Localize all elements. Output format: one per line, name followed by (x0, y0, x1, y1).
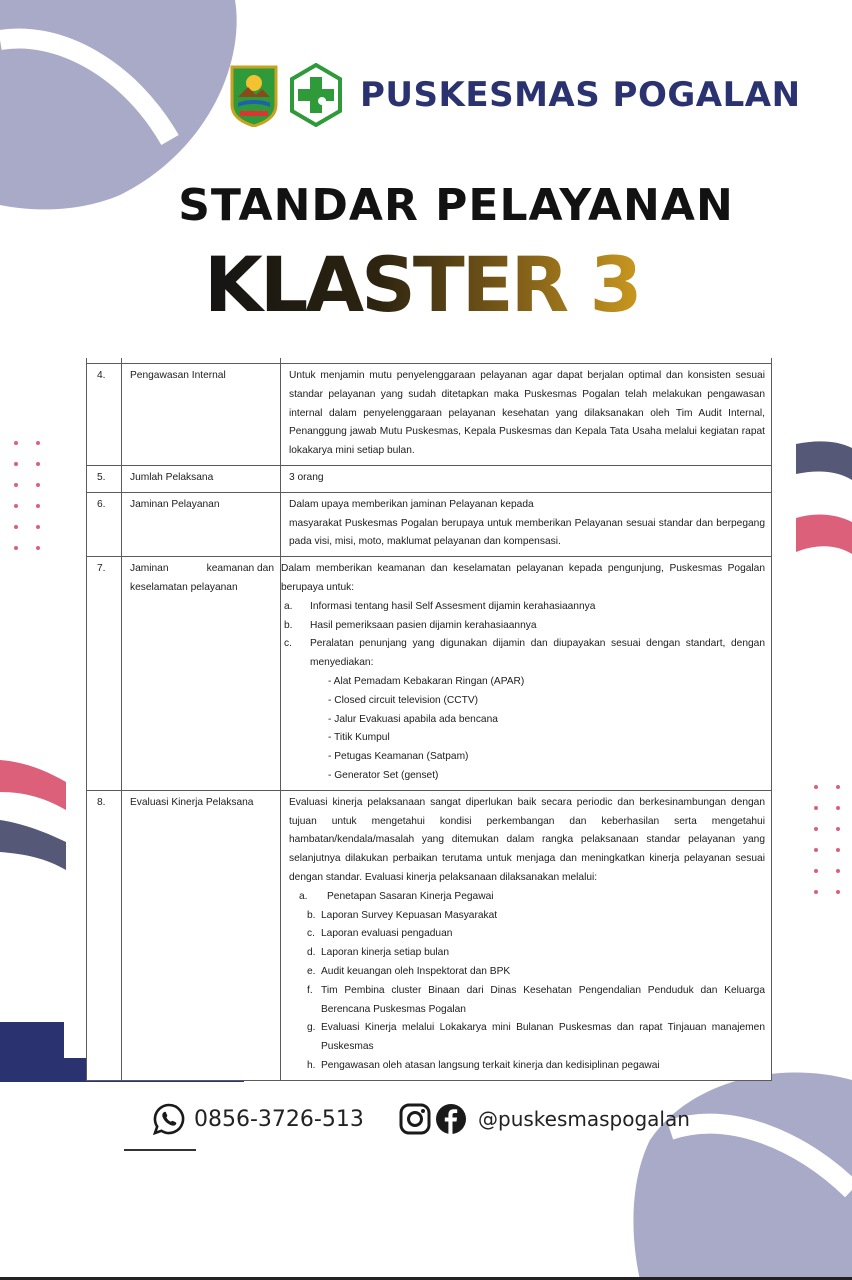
decor-underline (124, 1149, 196, 1151)
evaluation-list (289, 907, 765, 1076)
list-item: b. Laporan Survey Kepuasan Masyarakat (307, 909, 498, 921)
header (228, 60, 801, 130)
row-intro: Evaluasi kinerja pelaksanaan sangat diperlukan baik secara periodic dan berkesinambungan dengan tujuan untuk mengetahui kondisi perkembangan dan keberhasilan serta mengetahui hambatan/kendala/masalah yang ditemukan dalam rangka pelaksanaan standar pelayanan yang selanjutnya dilakukan perbaikan terutama untuk menjaga dan meningkatkan kinerja pelayanan sesuai dengan standar. Evaluasi kinerja pelaksanaan dilaksanakan melalui: (289, 796, 765, 883)
list-item: a. Informasi tentang hasil Self Assesment dijamin kerahasiaannya (284, 600, 596, 612)
equipment-list (281, 673, 765, 786)
row-label: Pengawasan Internal (122, 364, 281, 466)
table-row (87, 557, 772, 791)
list-item: g. Evaluasi Kinerja melalui Lokakarya mini Bulanan Puskesmas dan rapat Tinjauan manajemen Puskesmas (307, 1022, 765, 1053)
facebook-icon (434, 1102, 468, 1136)
row-number: 4. (87, 364, 122, 466)
list-item: - Titik Kumpul (328, 729, 765, 748)
page-title: STANDAR PELAYANAN (178, 180, 734, 231)
footer-social[interactable] (398, 1102, 690, 1136)
page-subtitle: KLASTER 3 (204, 240, 640, 329)
row-number: 5. (87, 465, 122, 492)
row-content-body: masyarakat Puskesmas Pogalan berupaya untuk memberikan Pelayanan sesuai standar dan berpegang pada visi, misi, moto, maklumat pelayanan dan kompensasi. (289, 517, 765, 548)
row-label: Jaminan keamanan dan keselamatan pelayanan (122, 557, 281, 791)
row-label: Jumlah Pelaksana (122, 465, 281, 492)
list-item: - Petugas Keamanan (Satpam) (328, 748, 765, 767)
list-item: - Closed circuit television (CCTV) (328, 692, 765, 711)
list-item: a. Penetapan Sasaran Kinerja Pegawai (299, 890, 494, 902)
list-item: f. Tim Pembina cluster Binaan dari Dinas Kesehatan Pengendalian Penduduk dan Keluarga Berencana Puskesmas Pogalan (307, 984, 765, 1015)
decor-right-waves (796, 436, 852, 566)
row-content (281, 557, 772, 791)
list-item: d. Laporan kinerja setiap bulan (307, 947, 450, 959)
list-item: - Jalur Evakuasi apabila ada bencana (328, 711, 765, 730)
row-number: 6. (87, 492, 122, 556)
regency-emblem-icon (228, 63, 280, 127)
row-content-line: Dalam upaya memberikan jaminan Pelayanan kepada (289, 498, 534, 510)
decor-right-dots (810, 780, 850, 900)
whatsapp-icon (152, 1102, 186, 1136)
row-content (281, 492, 772, 556)
row-content: 3 orang (281, 465, 772, 492)
decor-left-dots (10, 436, 50, 556)
standard-table (86, 358, 772, 1081)
row-number: 7. (87, 557, 122, 791)
instagram-icon (398, 1102, 432, 1136)
puskesmas-cross-icon (288, 63, 344, 127)
footer-phone[interactable] (152, 1102, 364, 1136)
phone-number: 0856-3726-513 (194, 1106, 364, 1132)
row-label: Jaminan Pelayanan (122, 492, 281, 556)
list-item: b. Hasil pemeriksaan pasien dijamin kerahasiaannya (284, 619, 537, 631)
row-content (281, 790, 772, 1080)
table-row (87, 364, 772, 466)
row-label: Evaluasi Kinerja Pelaksana (122, 790, 281, 1080)
brand-title: PUSKESMAS POGALAN (360, 75, 801, 115)
list-item: h. Pengawasan oleh atasan langsung terkait kinerja dan kedisiplinan pegawai (307, 1059, 660, 1071)
row-content: Untuk menjamin mutu penyelenggaraan pelayanan agar dapat berjalan optimal dan konsisten sesuai standar pelayanan yang sudah ditetapkan maka Puskesmas Pogalan telah melakukan pengawasan internal dalam penyelenggaraan pelayanan kesehatan yang dilaksanakan oleh Tim Audit Internal, Penanggung jawab Mutu Puskesmas, Kepala Puskesmas dan Kepala Tata Usaha melalui kegiatan rapat lokakarya mini setiap bulan. (281, 364, 772, 466)
row-number: 8. (87, 790, 122, 1080)
decor-bottom-right-arc (630, 1060, 852, 1280)
table-row (87, 790, 772, 1080)
list-item: - Generator Set (genset) (328, 767, 765, 786)
table-row (87, 492, 772, 556)
decor-left-waves (0, 756, 66, 886)
list-item: - Alat Pemadam Kebakaran Ringan (APAR) (328, 673, 765, 692)
social-handle: @puskesmaspogalan (478, 1107, 690, 1131)
list-item: c. Peralatan penunjang yang digunakan dijamin dan diupayakan sesuai dengan standart, dengan menyediakan: (284, 638, 765, 669)
list-item: e. Audit keuangan oleh Inspektorat dan BPK (307, 965, 511, 977)
row-intro: Dalam memberikan keamanan dan keselamatan pelayanan kepada pengunjung, Puskesmas Pogalan berupaya untuk: (281, 563, 765, 593)
list-item: c. Laporan evaluasi pengaduan (307, 928, 453, 940)
security-list (281, 598, 765, 673)
table-row (87, 465, 772, 492)
